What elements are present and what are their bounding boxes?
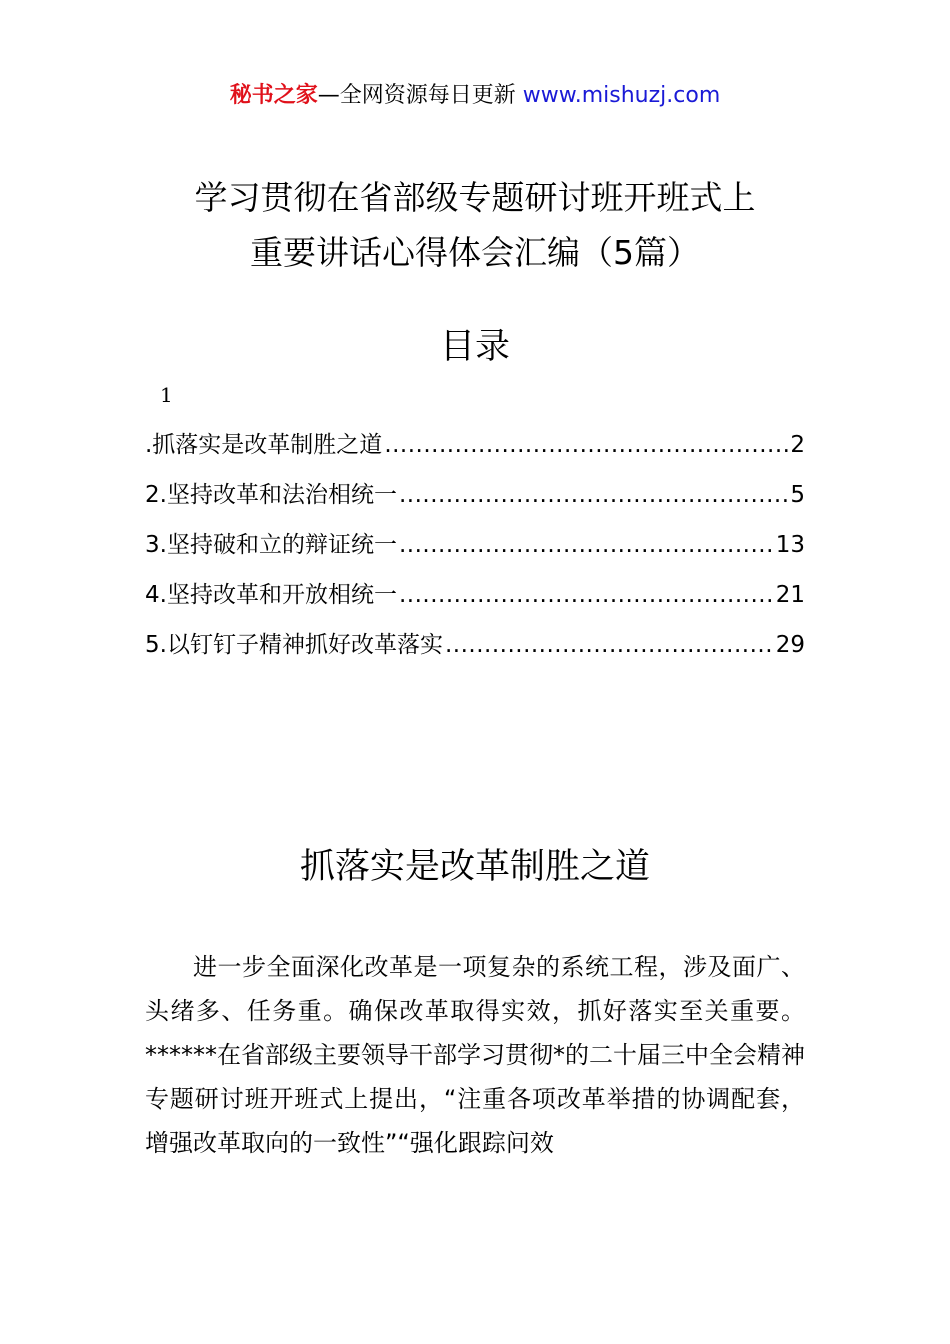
site-url-link[interactable]: www.mishuzj.com (522, 83, 721, 108)
toc-entry-title: 2.坚持改革和法治相统一 (145, 482, 397, 508)
toc-entry-title: .抓落实是改革制胜之道 (145, 432, 383, 458)
toc-dot-leader (399, 575, 774, 615)
toc-entry-1[interactable] (145, 425, 805, 475)
toc-dot-leader (399, 525, 774, 565)
site-banner (0, 80, 950, 112)
toc-entry-page: 21 (775, 582, 805, 608)
section-paragraph: 进一步全面深化改革是一项复杂的系统工程，涉及面广、头绪多、任务重。确保改革取得实效，抓好落实至关重要。******在省部级主要领导干部学习贯彻*的二十届三中全会精神专题研讨班开班式上提出，“注重各项改革举措的协调配套，增强改革取向的一致性”“强化跟踪问效 (145, 953, 805, 1157)
toc-dot-leader (399, 475, 788, 515)
toc-entry-title: 5.以钉钉子精神抓好改革落实 (145, 632, 443, 658)
toc-heading: 目录 (439, 327, 510, 367)
toc-dot-leader (384, 425, 788, 465)
section-heading: 抓落实是改革制胜之道 (299, 847, 650, 887)
document-title-line-2: 重要讲话心得体会汇编（5篇） (250, 233, 700, 272)
toc-entry-page: 5 (790, 482, 805, 508)
toc-entry-title: 4.坚持改革和开放相统一 (145, 582, 397, 608)
toc-entry-5[interactable] (145, 625, 805, 675)
site-tagline: —全网资源每日更新 (317, 83, 516, 108)
toc-entry-title: 3.坚持破和立的辩证统一 (145, 532, 397, 558)
toc-entry-4[interactable] (145, 575, 805, 625)
document-title (0, 170, 950, 280)
document-title-line-1: 学习贯彻在省部级专题研讨班开班式上 (194, 178, 756, 217)
site-name: 秘书之家 (229, 83, 318, 108)
toc-entry-2[interactable] (145, 475, 805, 525)
toc-entry-page: 29 (775, 632, 805, 658)
toc-entry-page: 2 (790, 432, 805, 458)
toc-dot-leader (445, 625, 774, 665)
toc-stray-number: 1 (160, 383, 173, 407)
toc-entry-3[interactable] (145, 525, 805, 575)
table-of-contents (145, 425, 805, 675)
toc-entry-page: 13 (775, 532, 805, 558)
